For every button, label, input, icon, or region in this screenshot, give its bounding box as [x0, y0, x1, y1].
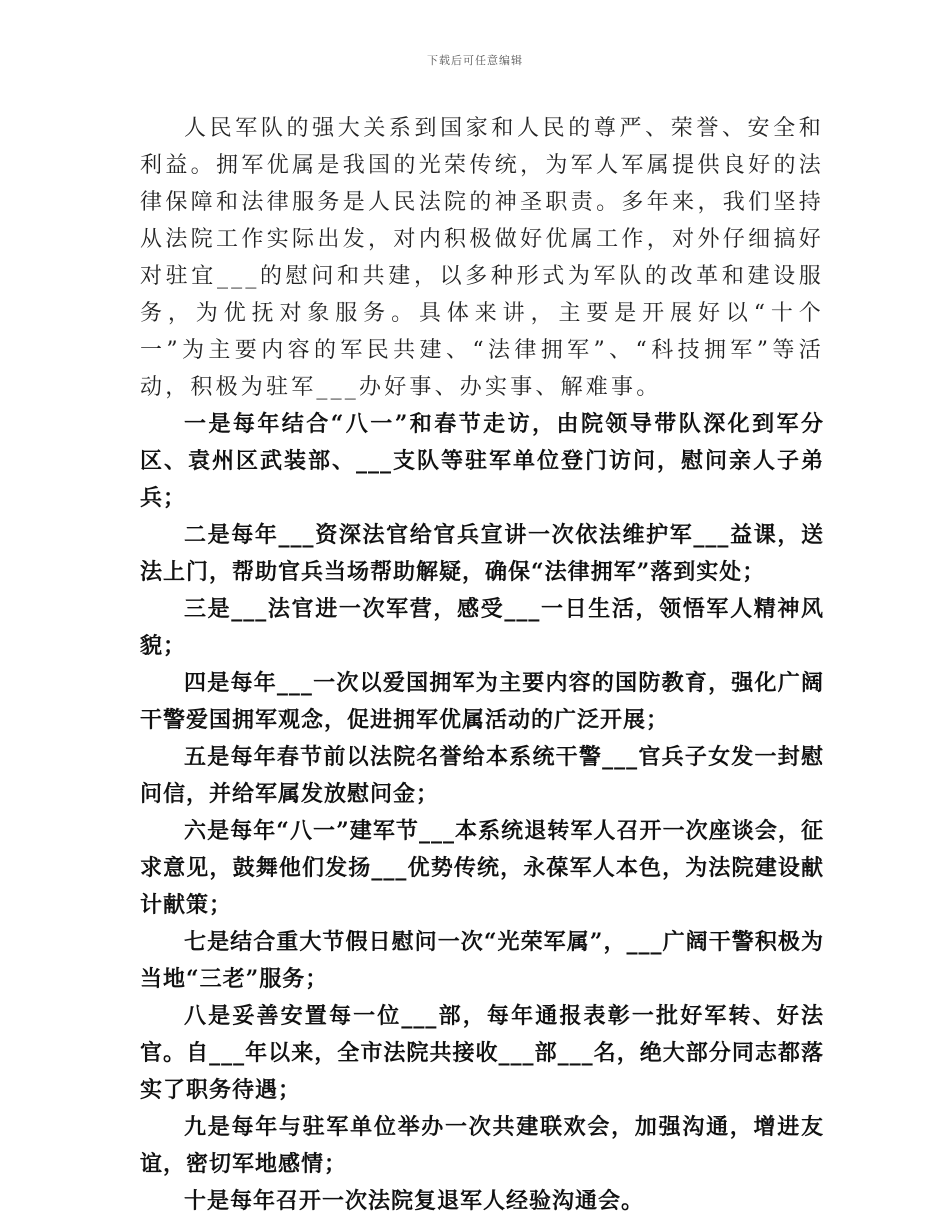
paragraph-intro: 人民军队的强大关系到国家和人民的尊严、荣誉、安全和利益。拥军优属是我国的光荣传统，为军人军属提供良好的法律保障和法律服务是人民法院的神圣职责。多年来，我们坚持从法院工作实际出发，对内积极做好优属工作，对外仔细搞好对驻宜___的慰问和共建，以多种形式为军队的改革和建设服务，为优抚对象服务。具体来讲，主要是开展好以“十个一”为主要内容的军民共建、“法律拥军”、“科技拥军”等活动，积极为驻军___办好事、办实事、解难事。 — [140, 116, 824, 400]
paragraph-item-1: 一是每年结合“八一”和春节走访，由院领导带队深化到军分区、袁州区武装部、___支队等驻军单位登门访问，慰问亲人子弟兵； — [140, 411, 824, 511]
paragraph-item-3: 三是___法官进一次军营，感受___一日生活，领悟军人精神风貌； — [140, 596, 824, 659]
paragraph-item-8: 八是妥善安置每一位___部，每年通报表彰一批好军转、好法官。自___年以来，全市法院共接收___部___名，绝大部分同志都落实了职务待遇； — [140, 1003, 824, 1103]
paragraph-item-6: 六是每年“八一”建军节___本系统退转军人召开一次座谈会，征求意见，鼓舞他们发扬___优势传统，永葆军人本色，为法院建设献计献策； — [140, 818, 824, 918]
paragraph-item-7: 七是结合重大节假日慰问一次“光荣军属”，___广阔干警积极为当地“三老”服务； — [140, 929, 824, 992]
page-header: 下载后可任意编辑 — [427, 54, 523, 67]
paragraph-item-2: 二是每年___资深法官给官兵宣讲一次依法维护军___益课，送法上门，帮助官兵当场帮助解疑，确保“法律拥军”落到实处； — [140, 522, 824, 585]
document-body — [140, 110, 824, 1220]
paragraph-item-5: 五是每年春节前以法院名誉给本系统干警___官兵子女发一封慰问信，并给军属发放慰问金； — [140, 744, 824, 807]
paragraph-item-10: 十是每年召开一次法院复退军人经验沟通会。 — [184, 1188, 645, 1214]
paragraph-item-4: 四是每年___一次以爱国拥军为主要内容的国防教育，强化广阔干警爱国拥军观念，促进拥军优属活动的广泛开展； — [140, 670, 824, 733]
paragraph-item-9: 九是每年与驻军单位举办一次共建联欢会，加强沟通，增进友谊，密切军地感情； — [140, 1114, 824, 1177]
